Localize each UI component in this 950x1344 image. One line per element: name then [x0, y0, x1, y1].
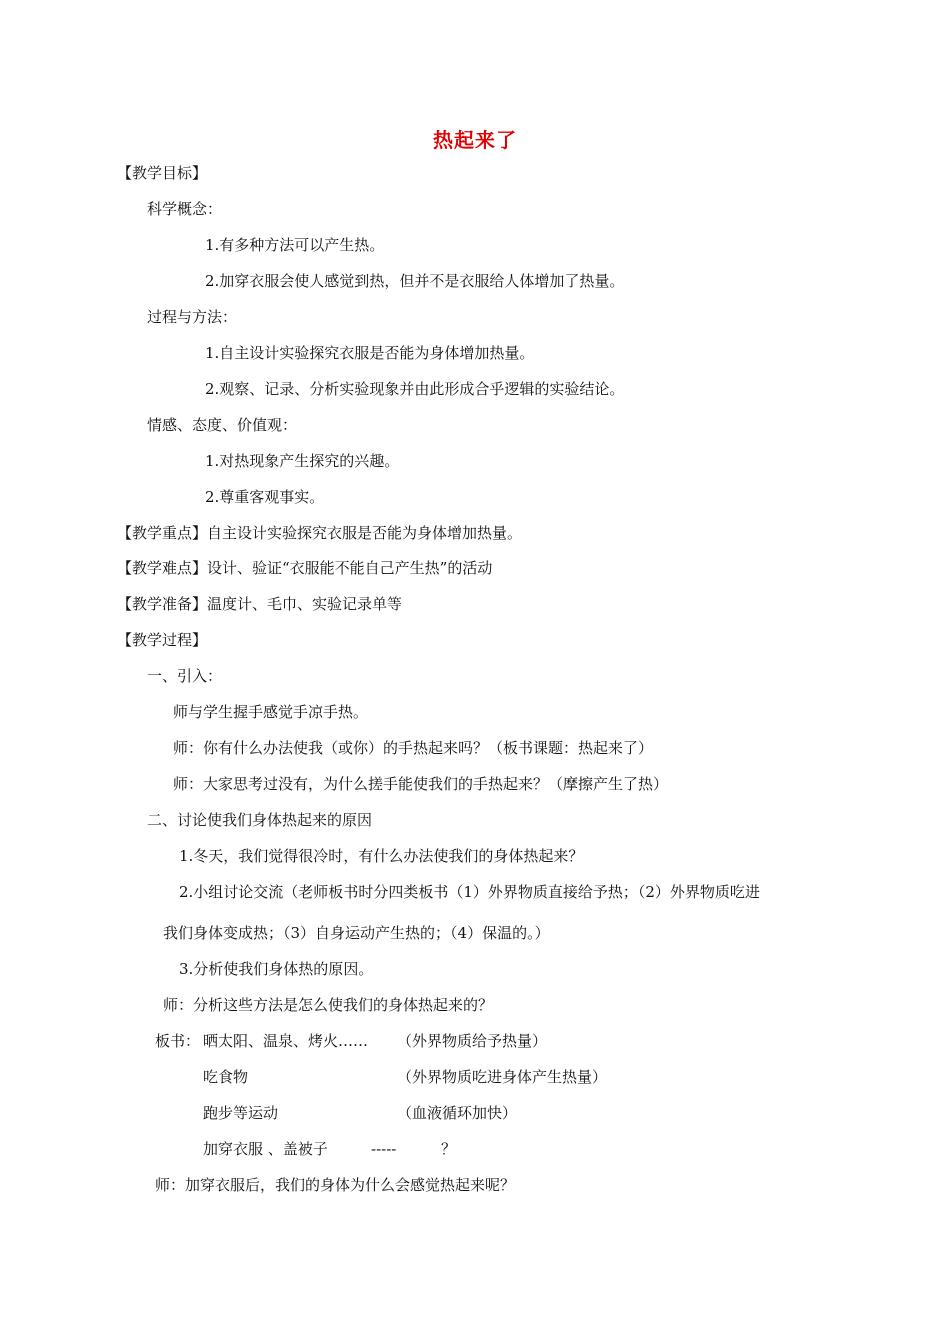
- key-point-row: [117, 522, 522, 544]
- board-row-left: 吃食物: [203, 1068, 249, 1086]
- process-method-label: 过程与方法：: [147, 308, 238, 326]
- intro-line: 师：你有什么办法使我（或你）的手热起来吗？（板书课题：热起来了）: [173, 739, 654, 757]
- discuss-item: 2.小组讨论交流（老师板书时分四类板书（1）外界物质直接给予热；（2）外界物质吃进: [179, 883, 760, 901]
- discuss-item: 3.分析使我们身体热的原因。: [179, 960, 374, 978]
- attitude-item: 1.对热现象产生探究的兴趣。: [205, 452, 400, 470]
- science-concept-item: 1.有多种方法可以产生热。: [205, 236, 385, 254]
- document-title: 热起来了: [433, 128, 517, 152]
- difficulty-text: 设计、验证“衣服能不能自己产生热”的活动: [207, 559, 493, 577]
- attitude-item: 2.尊重客观事实。: [205, 488, 325, 506]
- objectives-heading: 【教学目标】: [117, 164, 208, 182]
- board-prefix: 板书：: [155, 1032, 201, 1050]
- board-row-left: 加穿衣服 、盖被子: [203, 1140, 328, 1158]
- intro-line: 师与学生握手感觉手凉手热。: [173, 703, 369, 721]
- science-concept-label: 科学概念：: [147, 200, 223, 218]
- process-method-item: 1.自主设计实验探究衣服是否能为身体增加热量。: [205, 344, 535, 362]
- difficulty-row: [117, 557, 492, 579]
- board-row-left: 晒太阳、温泉、烤火……: [203, 1032, 369, 1050]
- key-point-text: 自主设计实验探究衣服是否能为身体增加热量。: [207, 524, 523, 542]
- teacher-question: 师：分析这些方法是怎么使我们的身体热起来的？: [163, 996, 494, 1014]
- discuss-heading: 二、讨论使我们身体热起来的原因: [147, 811, 373, 829]
- preparation-row: [117, 593, 402, 615]
- process-method-item: 2.观察、记录、分析实验现象并由此形成合乎逻辑的实验结论。: [205, 380, 625, 398]
- board-row-right: ？: [441, 1140, 457, 1158]
- intro-heading: 一、引入：: [147, 667, 223, 685]
- board-row-right: （外界物质给予热量）: [397, 1032, 548, 1050]
- preparation-text: 温度计、毛巾、实验记录单等: [207, 595, 403, 613]
- difficulty-label: 【教学难点】: [117, 559, 208, 577]
- science-concept-item: 2.加穿衣服会使人感觉到热，但并不是衣服给人体增加了热量。: [205, 272, 625, 290]
- key-point-label: 【教学重点】: [117, 524, 208, 542]
- board-row-left: 跑步等运动: [203, 1104, 279, 1122]
- preparation-label: 【教学准备】: [117, 595, 208, 613]
- board-row-dash: -----: [371, 1140, 397, 1158]
- final-question: 师：加穿衣服后，我们的身体为什么会感觉热起来呢？: [155, 1176, 516, 1194]
- discuss-item: 1.冬天，我们觉得很冷时，有什么办法使我们的身体热起来？: [179, 847, 584, 865]
- intro-line: 师：大家思考过没有，为什么搓手能使我们的手热起来？（摩擦产生了热）: [173, 775, 669, 793]
- process-heading: 【教学过程】: [117, 631, 208, 649]
- discuss-item-continued: 我们身体变成热；（3）自身运动产生热的；（4）保温的。）: [163, 924, 550, 942]
- attitude-label: 情感、态度、价值观：: [147, 416, 298, 434]
- board-row-right: （血液循环加快）: [397, 1104, 518, 1122]
- board-row-right: （外界物质吃进身体产生热量）: [397, 1068, 608, 1086]
